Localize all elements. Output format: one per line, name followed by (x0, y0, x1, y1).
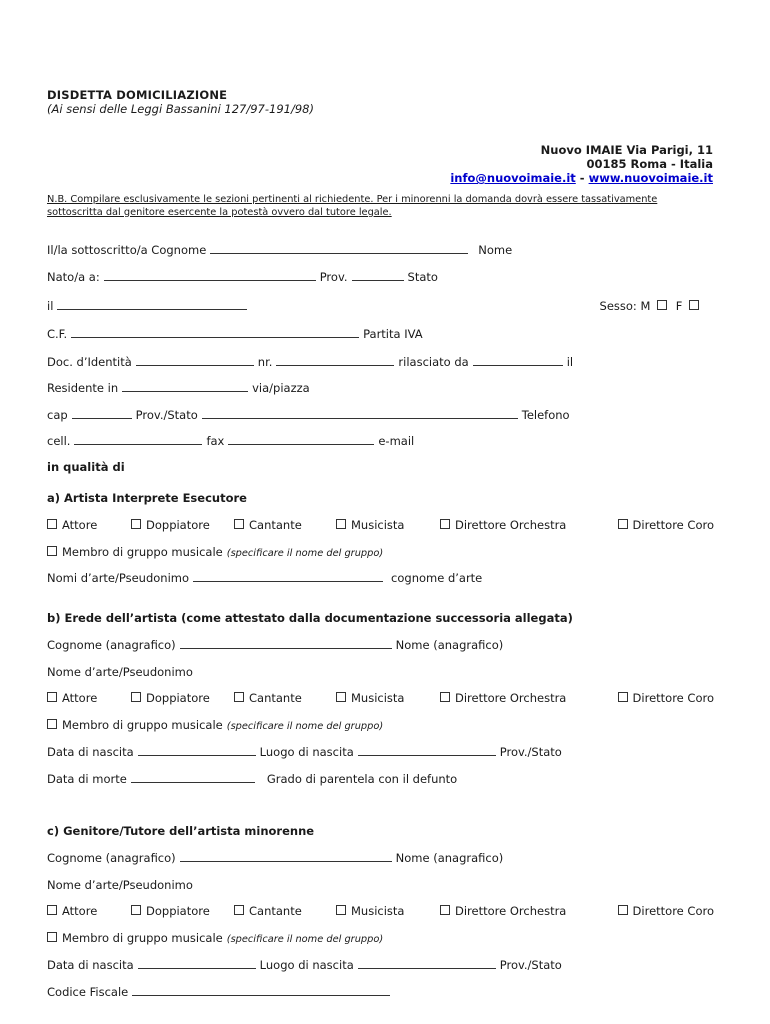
section-c-cognome-nome (47, 851, 714, 865)
m-checkbox[interactable] (657, 300, 667, 310)
section-b-morte (47, 772, 707, 786)
c-provstato-label: Prov./Stato (499, 958, 562, 972)
c-cognome-field[interactable] (180, 851, 392, 862)
checkbox[interactable] (234, 905, 244, 915)
section-c-pseudonimo (47, 878, 714, 892)
contact-links (450, 171, 713, 185)
role-label: Direttore Orchestra (455, 691, 567, 705)
in-qualita-heading: in qualità di (47, 460, 125, 474)
checkbox[interactable] (47, 905, 57, 915)
cap-label: cap (47, 408, 68, 422)
c-cf-label: Codice Fiscale (47, 985, 129, 999)
nr-field[interactable] (276, 355, 394, 366)
il-label: il (47, 299, 54, 313)
role-label: Direttore Coro (632, 904, 714, 918)
c-pseudonimo-label: Nome d’arte/Pseudonimo (47, 878, 193, 892)
address-line-2: 00185 Roma - Italia (586, 157, 713, 171)
b-parentela-label: Grado di parentela con il defunto (266, 772, 458, 786)
role-label: Musicista (351, 904, 405, 918)
b-nascita-label: Data di nascita (47, 745, 134, 759)
row-cognome-nome (47, 243, 714, 257)
section-b-cognome-nome (47, 638, 714, 652)
role-label: Direttore Coro (632, 691, 714, 705)
checkbox[interactable] (440, 692, 450, 702)
role-label: Doppiatore (146, 904, 210, 918)
cap-field[interactable] (72, 408, 132, 419)
section-b-roles (47, 691, 714, 705)
email-link[interactable]: info@nuovoimaie.it (450, 171, 576, 185)
b-cognome-label: Cognome (anagrafico) (47, 638, 176, 652)
membro-checkbox[interactable] (47, 719, 57, 729)
nome-label: Nome (478, 243, 513, 257)
role-option[interactable] (440, 904, 566, 918)
cognome-field[interactable] (210, 243, 468, 254)
section-c-cf (47, 985, 714, 999)
checkbox[interactable] (131, 905, 141, 915)
instructions-note: N.B. Compilare esclusivamente le sezioni pertinenti al richiedente. Per i minorenni la domanda dovrà essere tassativamente sottoscritta dal genitore esercente la potestà ovvero dal tutore legale. (47, 194, 658, 218)
checkbox[interactable] (618, 692, 628, 702)
residente-field[interactable] (122, 381, 248, 392)
checkbox[interactable] (336, 519, 346, 529)
checkbox[interactable] (131, 692, 141, 702)
section-a-membro (47, 545, 714, 559)
provstato-field[interactable] (202, 408, 518, 419)
section-b-nascita (47, 745, 714, 759)
section-a-roles (47, 518, 714, 532)
role-option[interactable] (336, 691, 404, 705)
role-option[interactable] (618, 691, 714, 705)
c-nascita-label: Data di nascita (47, 958, 134, 972)
role-label: Attore (62, 691, 98, 705)
section-b-heading: b) Erede dell’artista (come attestato dalla documentazione successoria allegata) (47, 611, 573, 625)
b-provstato-label: Prov./Stato (499, 745, 562, 759)
b-nome-label: Nome (anagrafico) (395, 638, 504, 652)
checkbox[interactable] (234, 519, 244, 529)
rilasciato-field[interactable] (473, 355, 563, 366)
membro-hint: (specificare il nome del gruppo) (226, 548, 384, 559)
cf-label: C.F. (47, 327, 68, 341)
role-label: Direttore Orchestra (455, 518, 567, 532)
role-option[interactable] (336, 904, 404, 918)
doc-label: Doc. d’Identità (47, 355, 132, 369)
cell-field[interactable] (74, 434, 202, 445)
cognome-arte-label: cognome d’arte (391, 571, 483, 585)
m-label: M (640, 299, 651, 313)
c-nome-label: Nome (anagrafico) (395, 851, 504, 865)
b-morte-label: Data di morte (47, 772, 127, 786)
f-label: F (675, 299, 683, 313)
b-cognome-field[interactable] (180, 638, 392, 649)
section-a-heading: a) Artista Interprete Esecutore (47, 491, 247, 505)
cell-label: cell. (47, 434, 71, 448)
section-c-membro (47, 931, 714, 945)
il2-label: il (566, 355, 574, 369)
email-label: e-mail (378, 434, 415, 448)
c-cf-field[interactable] (132, 985, 390, 996)
form-subtitle: (Ai sensi delle Leggi Bassanini 127/97-191/98) (47, 102, 314, 116)
b-luogo-label: Luogo di nascita (259, 745, 354, 759)
fax-field[interactable] (228, 434, 374, 445)
role-label: Musicista (351, 518, 405, 532)
cf-field[interactable] (71, 327, 359, 338)
role-option[interactable] (131, 904, 210, 918)
role-label: Cantante (249, 691, 302, 705)
address-line-1: Nuovo IMAIE Via Parigi, 11 (540, 143, 713, 157)
prov-label: Prov. (319, 270, 348, 284)
role-label: Attore (62, 904, 98, 918)
pseudonimo-field[interactable] (193, 571, 383, 582)
membro-label: Membro di gruppo musicale (62, 545, 223, 559)
role-option[interactable] (440, 691, 566, 705)
section-c-roles (47, 904, 714, 918)
role-option[interactable] (131, 518, 210, 532)
checkbox[interactable] (440, 905, 450, 915)
row-cap (47, 408, 714, 422)
c-luogo-label: Luogo di nascita (259, 958, 354, 972)
b-pseudonimo-label: Nome d’arte/Pseudonimo (47, 665, 193, 679)
nr-label: nr. (257, 355, 273, 369)
role-option[interactable] (618, 904, 714, 918)
checkbox[interactable] (440, 519, 450, 529)
contact-separator: - (575, 171, 589, 185)
checkbox[interactable] (336, 905, 346, 915)
f-checkbox[interactable] (689, 300, 699, 310)
membro-checkbox[interactable] (47, 546, 57, 556)
row-residenza (47, 381, 714, 395)
via-label: via/piazza (252, 381, 310, 395)
nato-field[interactable] (104, 270, 316, 281)
role-label: Cantante (249, 518, 302, 532)
checkbox[interactable] (618, 905, 628, 915)
website-link[interactable]: www.nuovoimaie.it (588, 171, 713, 185)
membro-label: Membro di gruppo musicale (62, 931, 223, 945)
membro-hint: (specificare il nome del gruppo) (226, 721, 384, 732)
role-label: Direttore Coro (632, 518, 714, 532)
checkbox[interactable] (234, 692, 244, 702)
il-field[interactable] (57, 299, 247, 310)
membro-hint: (specificare il nome del gruppo) (226, 934, 384, 945)
role-option[interactable] (618, 518, 714, 532)
form-title: DISDETTA DOMICILIAZIONE (47, 88, 228, 102)
role-option[interactable] (131, 691, 210, 705)
cognome-label: Il/la sottoscritto/a Cognome (47, 243, 207, 257)
role-label: Direttore Orchestra (455, 904, 567, 918)
membro-label: Membro di gruppo musicale (62, 718, 223, 732)
role-option[interactable] (336, 518, 404, 532)
b-morte-field[interactable] (131, 772, 255, 783)
role-label: Doppiatore (146, 518, 210, 532)
row-contatti (47, 434, 714, 448)
row-documento (47, 355, 714, 369)
sesso-group (600, 299, 704, 313)
prov-field[interactable] (352, 270, 404, 281)
c-nascita-field[interactable] (138, 958, 256, 969)
provstato-label: Prov./Stato (135, 408, 198, 422)
b-luogo-field[interactable] (358, 745, 496, 756)
role-option[interactable] (234, 518, 302, 532)
sesso-label: Sesso: (599, 299, 637, 313)
pseudonimo-label: Nomi d’arte/Pseudonimo (47, 571, 190, 585)
row-nato (47, 270, 714, 284)
piva-label: Partita IVA (363, 327, 423, 341)
doc-field[interactable] (136, 355, 254, 366)
fax-label: fax (206, 434, 225, 448)
role-label: Musicista (351, 691, 405, 705)
section-c-nascita (47, 958, 714, 972)
b-nascita-field[interactable] (138, 745, 256, 756)
rilasciato-label: rilasciato da (398, 355, 469, 369)
nato-label: Nato/a a: (47, 270, 100, 284)
role-option[interactable] (47, 904, 97, 918)
checkbox[interactable] (47, 519, 57, 529)
checkbox[interactable] (336, 692, 346, 702)
residente-label: Residente in (47, 381, 119, 395)
role-label: Attore (62, 518, 98, 532)
section-b-pseudonimo (47, 665, 714, 679)
role-label: Doppiatore (146, 691, 210, 705)
row-il-sesso (47, 299, 714, 313)
c-cognome-label: Cognome (anagrafico) (47, 851, 176, 865)
checkbox[interactable] (47, 692, 57, 702)
checkbox[interactable] (131, 519, 141, 529)
checkbox[interactable] (618, 519, 628, 529)
role-option[interactable] (234, 904, 302, 918)
role-option[interactable] (234, 691, 302, 705)
section-a-pseudonimo (47, 571, 714, 585)
telefono-label: Telefono (521, 408, 570, 422)
c-luogo-field[interactable] (358, 958, 496, 969)
stato-label: Stato (407, 270, 438, 284)
role-option[interactable] (440, 518, 566, 532)
membro-checkbox[interactable] (47, 932, 57, 942)
section-c-heading: c) Genitore/Tutore dell’artista minorenne (47, 824, 315, 838)
row-cf (47, 327, 714, 341)
role-label: Cantante (249, 904, 302, 918)
role-option[interactable] (47, 518, 97, 532)
role-option[interactable] (47, 691, 97, 705)
section-b-membro (47, 718, 714, 732)
